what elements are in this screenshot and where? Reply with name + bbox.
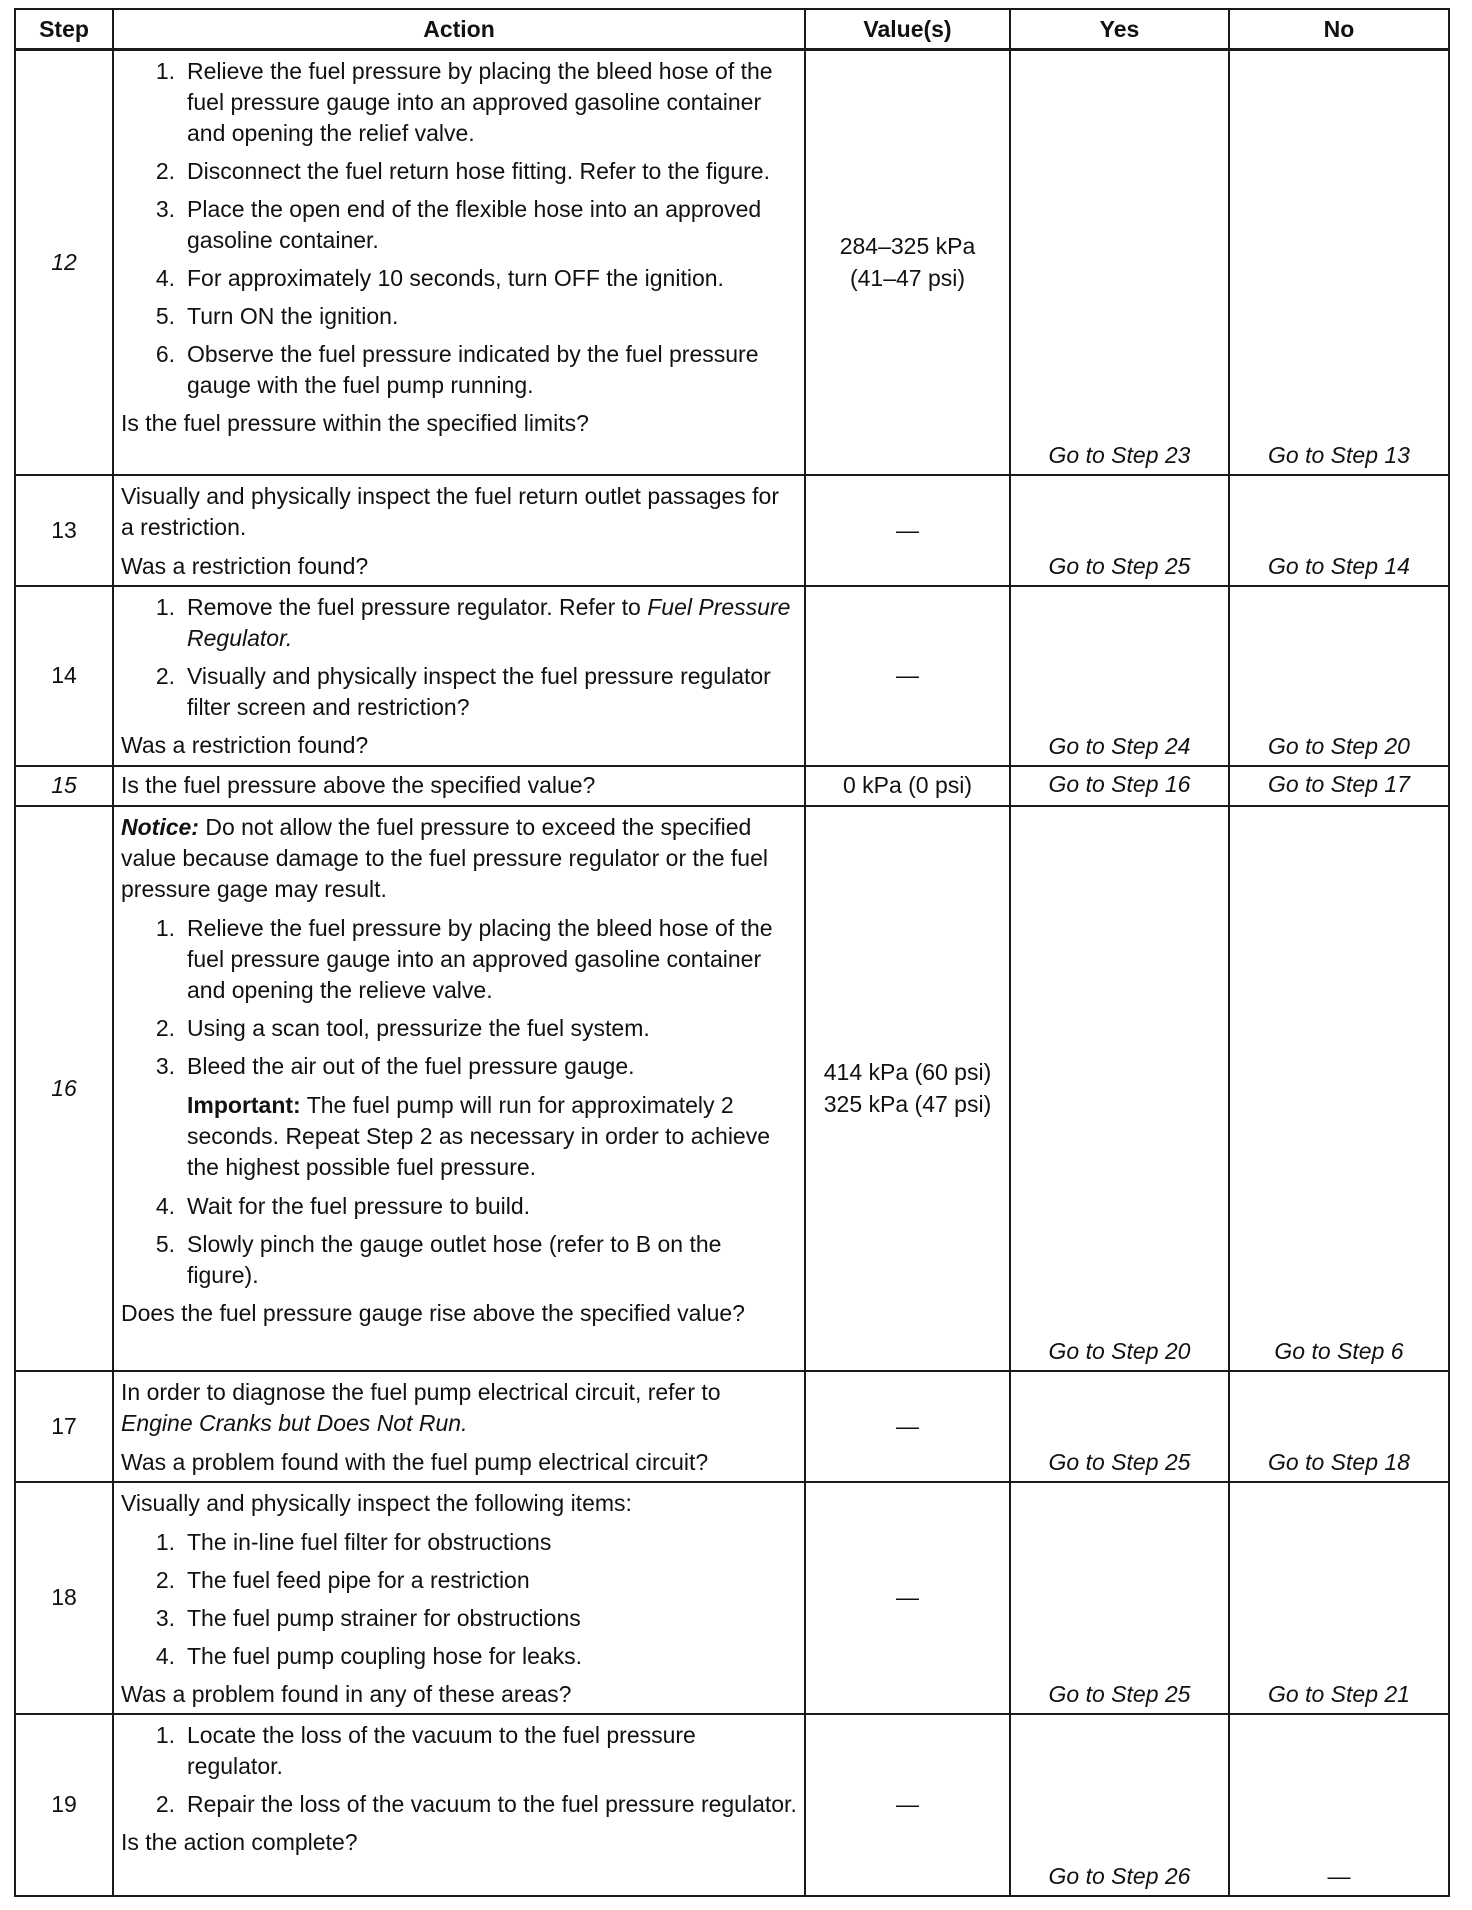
table-row-step-15 [15, 766, 1449, 806]
list-item: 3. Bleed the air out of the fuel pressure gauge. [155, 1052, 635, 1079]
action-steps [121, 913, 798, 1082]
no-cell: Go to Step 21 [1229, 1482, 1449, 1714]
no-cell: — [1229, 1714, 1449, 1896]
value-line-1: 414 kPa (60 psi) [823, 1059, 992, 1085]
action-cell [113, 475, 805, 586]
reference-link-text: Engine Cranks but Does Not Run. [121, 1409, 468, 1436]
no-cell: Go to Step 6 [1229, 806, 1449, 1371]
value-cell [805, 806, 1010, 1371]
no-cell: Go to Step 20 [1229, 586, 1449, 766]
yes-cell: Go to Step 26 [1010, 1714, 1229, 1896]
value-cell: — [805, 1482, 1010, 1714]
action-cell [113, 1714, 805, 1896]
yes-cell: Go to Step 16 [1010, 766, 1229, 806]
value-cell [805, 50, 1010, 475]
action-text: Visually and physically inspect the fuel return outlet passages for a restriction. [121, 482, 780, 540]
notice-label: Notice: [121, 813, 199, 840]
header-step: Step [15, 9, 113, 50]
header-row [15, 9, 1449, 50]
value-cell: — [805, 586, 1010, 766]
value-cell: — [805, 1714, 1010, 1896]
step-number: 19 [15, 1714, 113, 1896]
no-cell: Go to Step 13 [1229, 50, 1449, 475]
table-row-step-16 [15, 806, 1449, 1371]
important-label: Important: [187, 1091, 301, 1118]
yes-cell: Go to Step 20 [1010, 806, 1229, 1371]
action-intro: Visually and physically inspect the following items: [121, 1489, 632, 1516]
list-item: 2. Disconnect the fuel return hose fitting. Refer to the figure. [155, 158, 770, 184]
value-cell: — [805, 475, 1010, 586]
action-question: Is the action complete? [121, 1828, 358, 1855]
list-item: 4. The fuel pump coupling hose for leaks. [155, 1642, 583, 1669]
value-cell: 0 kPa (0 psi) [805, 766, 1010, 806]
yes-cell: Go to Step 24 [1010, 586, 1229, 766]
header-yes: Yes [1010, 9, 1229, 50]
list-item: 1. Relieve the fuel pressure by placing the bleed hose of the fuel pressure gauge into an approved gasoline container and opening the relief valve. [155, 58, 773, 146]
value-line-2: 325 kPa (47 psi) [823, 1091, 992, 1117]
yes-cell: Go to Step 25 [1010, 475, 1229, 586]
header-no: No [1229, 9, 1449, 50]
diagnostic-table [14, 8, 1450, 1897]
no-cell: Go to Step 17 [1229, 766, 1449, 806]
action-question: Was a problem found with the fuel pump electrical circuit? [121, 1448, 709, 1475]
list-item: 3. Place the open end of the flexible hose into an approved gasoline container. [155, 196, 762, 253]
action-question: Is the fuel pressure above the specified value? [121, 772, 596, 798]
action-steps [121, 1720, 798, 1820]
action-text: In order to diagnose the fuel pump electrical circuit, refer to Engine Cranks but Does Not Run. [121, 1378, 721, 1436]
list-item: 1. Relieve the fuel pressure by placing the bleed hose of the fuel pressure gauge into an approved gasoline container and opening the relieve valve. [155, 914, 773, 1003]
list-item: 5. Turn ON the ignition. [155, 303, 399, 329]
step-number: 13 [15, 475, 113, 586]
action-cell [113, 766, 805, 806]
list-item: 1. Locate the loss of the vacuum to the fuel pressure regulator. [155, 1721, 696, 1779]
list-item: 2. Using a scan tool, pressurize the fuel system. [155, 1014, 650, 1041]
action-question: Does the fuel pressure gauge rise above the specified value? [121, 1299, 745, 1326]
yes-cell: Go to Step 25 [1010, 1482, 1229, 1714]
step-number: 15 [15, 766, 113, 806]
action-cell [113, 806, 805, 1371]
action-steps [121, 56, 798, 401]
list-item: 2. Repair the loss of the vacuum to the fuel pressure regulator. [155, 1790, 797, 1817]
table-row-step-19 [15, 1714, 1449, 1896]
action-cell [113, 1371, 805, 1482]
action-steps [121, 592, 798, 723]
value-cell: — [805, 1371, 1010, 1482]
table-row-step-13 [15, 475, 1449, 586]
step-number: 18 [15, 1482, 113, 1714]
table-row-step-12 [15, 50, 1449, 475]
value-kpa: 284–325 kPa [839, 233, 976, 260]
list-item: 1. Remove the fuel pressure regulator. Refer to Fuel Pressure Regulator. [155, 593, 791, 651]
list-item: 5. Slowly pinch the gauge outlet hose (refer to B on the figure). [155, 1230, 722, 1288]
step-number: 12 [15, 50, 113, 475]
table-row-step-14 [15, 586, 1449, 766]
yes-cell: Go to Step 25 [1010, 1371, 1229, 1482]
action-steps-continued [121, 1191, 798, 1291]
value-psi: (41–47 psi) [849, 265, 966, 292]
list-item: 3. The fuel pump strainer for obstructions [155, 1604, 581, 1631]
action-cell [113, 586, 805, 766]
list-item: 2. The fuel feed pipe for a restriction [155, 1566, 530, 1593]
action-cell [113, 1482, 805, 1714]
action-question: Is the fuel pressure within the specified limits? [121, 410, 589, 436]
reference-link-text: Fuel Pressure Regulator. [187, 593, 791, 651]
list-item: 2. Visually and physically inspect the fuel pressure regulator filter screen and restriction? [155, 662, 771, 720]
step-number: 17 [15, 1371, 113, 1482]
notice-paragraph: Notice: Do not allow the fuel pressure to exceed the specified value because damage to the fuel pressure regulator or the fuel pressure gage may result. [121, 813, 768, 902]
no-cell: Go to Step 18 [1229, 1371, 1449, 1482]
yes-cell: Go to Step 23 [1010, 50, 1229, 475]
action-question: Was a restriction found? [121, 552, 369, 579]
action-cell [113, 50, 805, 475]
action-question: Was a problem found in any of these areas? [121, 1680, 572, 1707]
no-cell: Go to Step 14 [1229, 475, 1449, 586]
action-question: Was a restriction found? [121, 731, 369, 758]
list-item: 6. Observe the fuel pressure indicated by the fuel pressure gauge with the fuel pump running. [155, 341, 759, 398]
important-paragraph: Important: The fuel pump will run for approximately 2 seconds. Repeat Step 2 as necessary in order to achieve the highest possible fuel pressure. [187, 1091, 771, 1180]
header-values: Value(s) [805, 9, 1010, 50]
diagnostic-table-sheet [14, 8, 1448, 1897]
header-action: Action [113, 9, 805, 50]
list-item: 1. The in-line fuel filter for obstructions [155, 1528, 552, 1555]
list-item: 4. Wait for the fuel pressure to build. [155, 1192, 531, 1219]
list-item: 4. For approximately 10 seconds, turn OFF the ignition. [155, 265, 724, 291]
table-row-step-18 [15, 1482, 1449, 1714]
step-number: 16 [15, 806, 113, 1371]
table-row-step-17 [15, 1371, 1449, 1482]
action-steps [121, 1527, 798, 1672]
step-number: 14 [15, 586, 113, 766]
